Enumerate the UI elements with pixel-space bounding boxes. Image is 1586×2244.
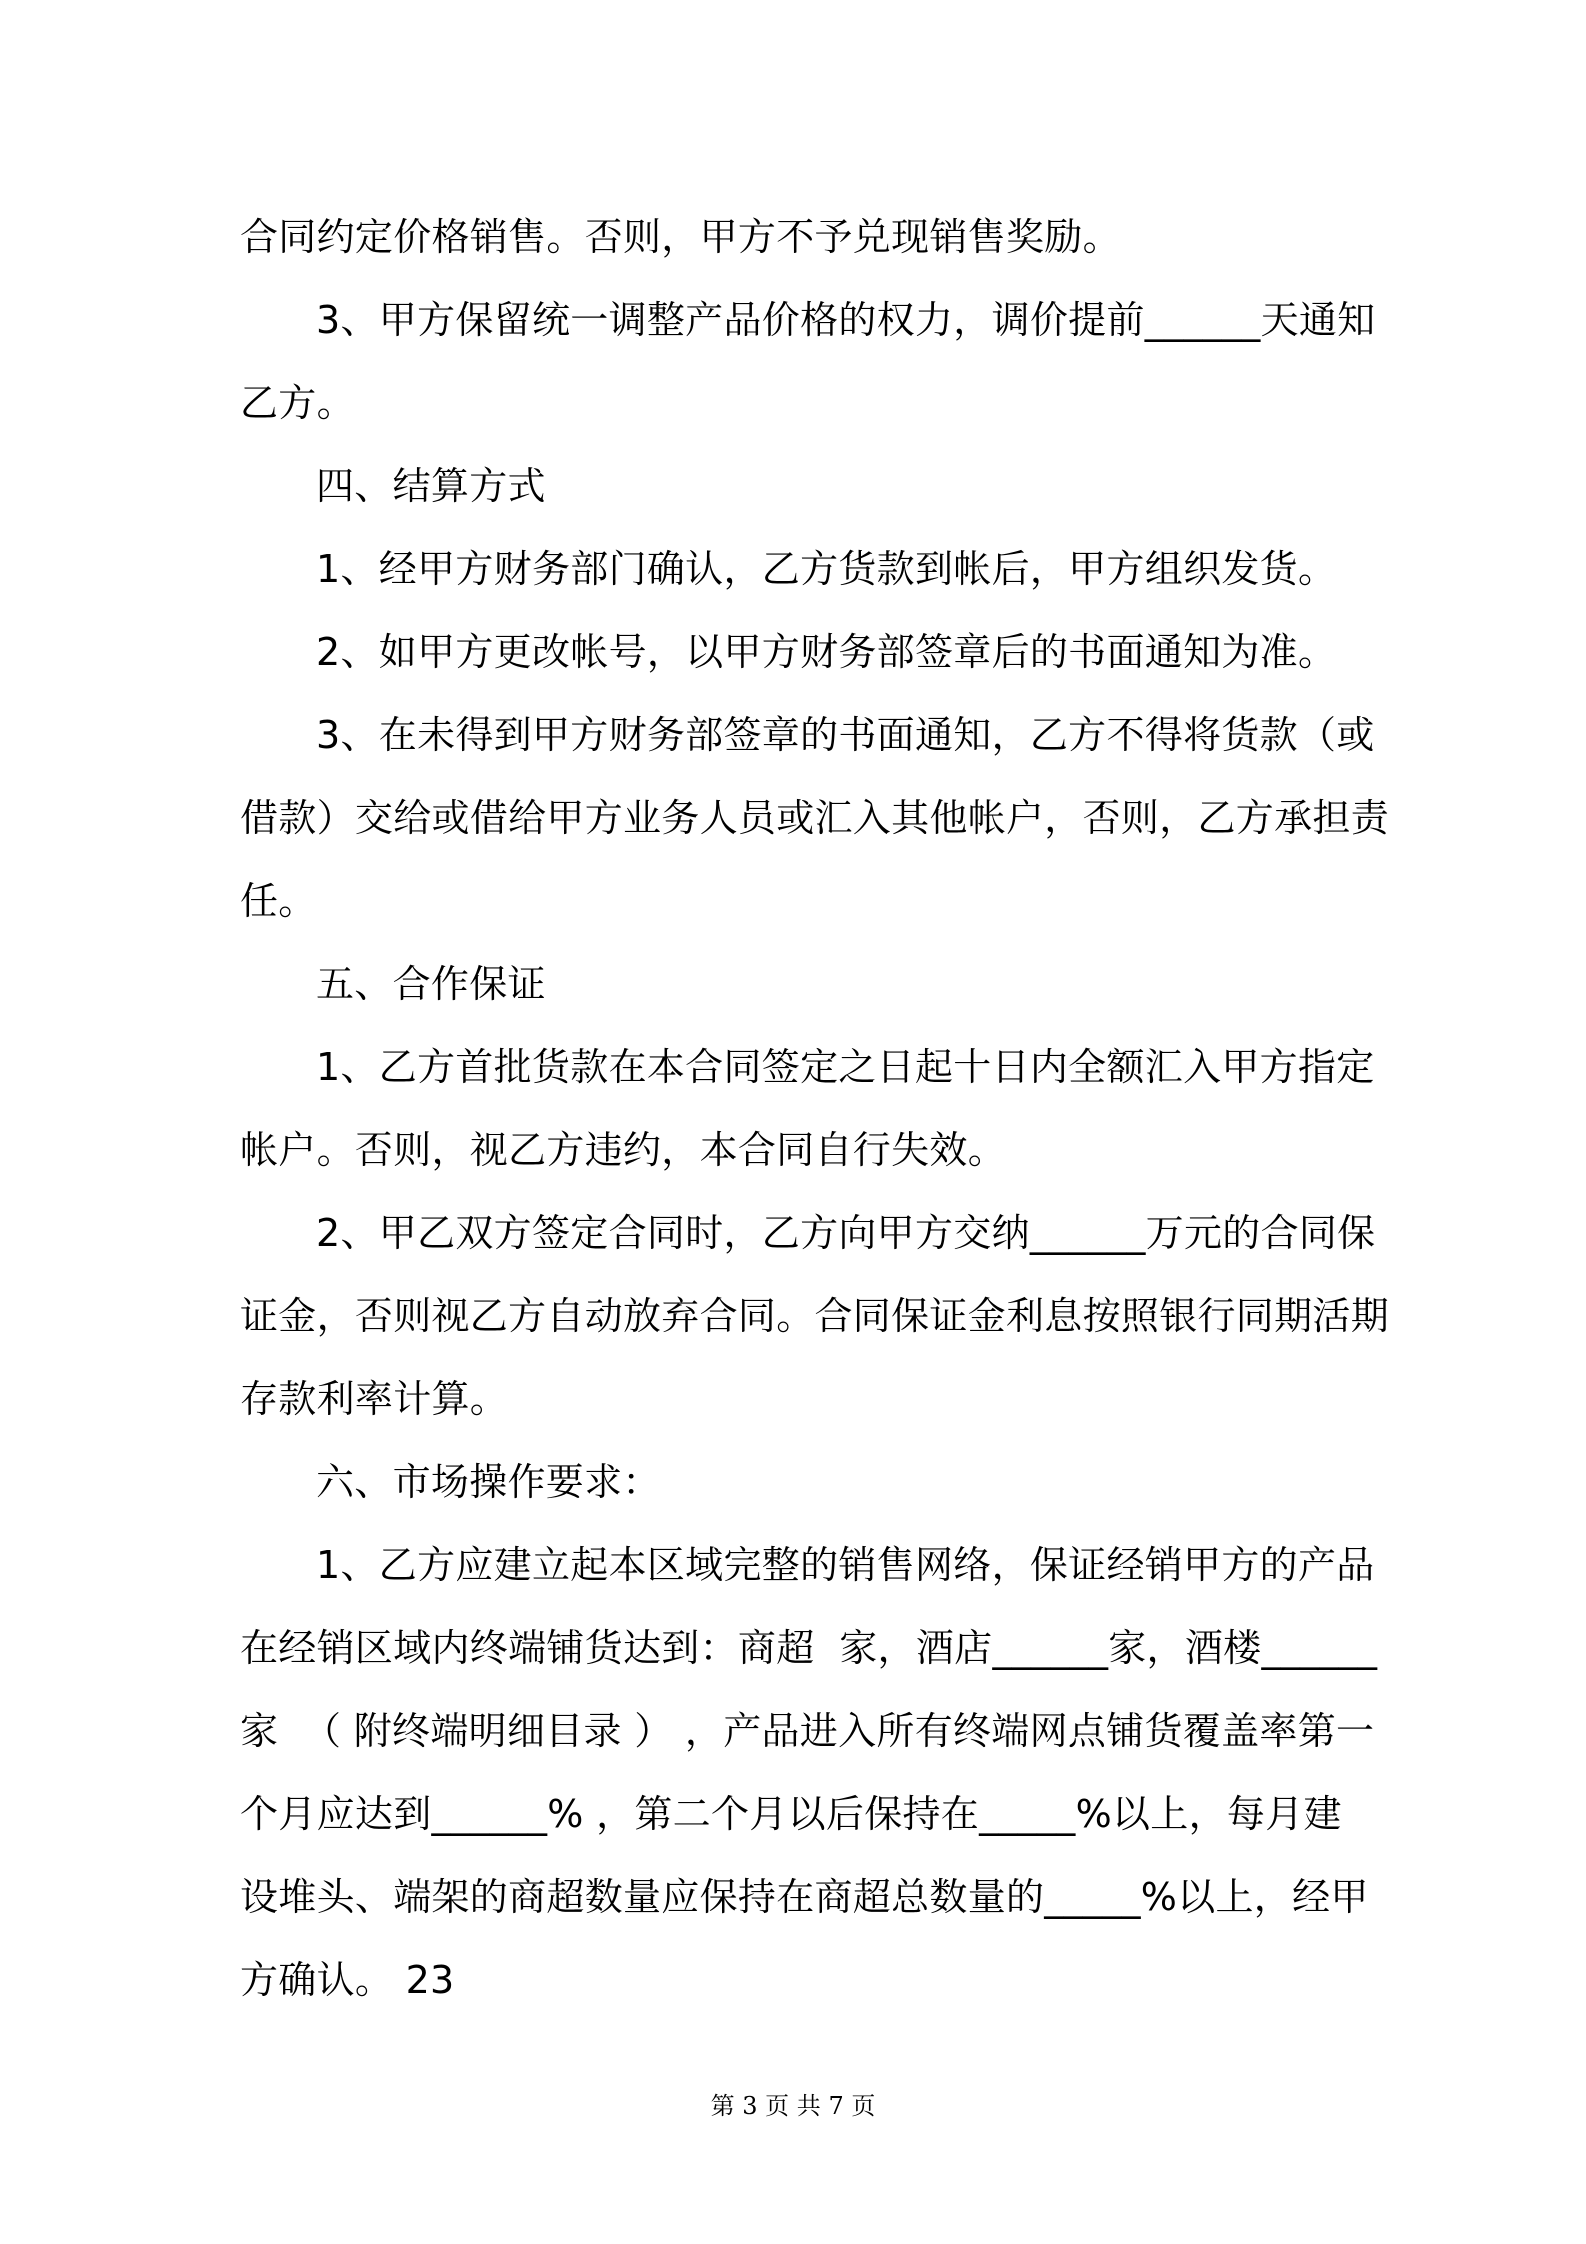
paragraph-line: 在经销区域内终端铺货达到：商超 家，酒店______家，酒楼______ — [240, 1626, 1378, 1670]
paragraph-line: 家 （ 附终端明细目录 ） ，产品进入所有终端网点铺货覆盖率第一 — [240, 1709, 1375, 1753]
paragraph-line: 乙方。 — [240, 381, 355, 425]
paragraph-line: 个月应达到______% ，第二个月以后保持在_____%以上，每月建 — [240, 1792, 1342, 1836]
paragraph-line: 设堆头、端架的商超数量应保持在商超总数量的_____%以上，经甲 — [240, 1875, 1369, 1919]
paragraph-line: 合同约定价格销售。否则，甲方不予兑现销售奖励。 — [240, 215, 1121, 259]
paragraph-line: 2、甲乙双方签定合同时，乙方向甲方交纳______万元的合同保 — [316, 1211, 1376, 1255]
paragraph-line: 借款）交给或借给甲方业务人员或汇入其他帐户，否则，乙方承担责 — [240, 796, 1390, 840]
paragraph-line: 帐户。否则，视乙方违约，本合同自行失效。 — [240, 1128, 1007, 1172]
paragraph-line: 3、在未得到甲方财务部签章的书面通知，乙方不得将货款（或 — [316, 713, 1375, 757]
paragraph-line: 方确认。 23 — [240, 1958, 455, 2002]
section-heading: 五、合作保证 — [316, 962, 546, 1006]
paragraph-line: 存款利率计算。 — [240, 1377, 509, 1421]
paragraph-line: 1、经甲方财务部门确认，乙方货款到帐后，甲方组织发货。 — [316, 547, 1337, 591]
section-heading: 四、结算方式 — [316, 464, 546, 508]
paragraph-line: 3、甲方保留统一调整产品价格的权力，调价提前______天通知 — [316, 298, 1376, 342]
section-heading: 六、市场操作要求： — [316, 1460, 661, 1504]
document-body — [240, 196, 1390, 2022]
paragraph-line: 任。 — [240, 879, 317, 923]
paragraph-line: 1、乙方首批货款在本合同签定之日起十日内全额汇入甲方指定 — [316, 1045, 1375, 1089]
paragraph-line: 证金，否则视乙方自动放弃合同。合同保证金利息按照银行同期活期 — [240, 1294, 1390, 1338]
paragraph-line: 1、乙方应建立起本区域完整的销售网络，保证经销甲方的产品 — [316, 1543, 1375, 1587]
page-number-footer: 第 3 页 共 7 页 — [710, 2092, 876, 2120]
paragraph-line: 2、如甲方更改帐号，以甲方财务部签章后的书面通知为准。 — [316, 630, 1337, 674]
